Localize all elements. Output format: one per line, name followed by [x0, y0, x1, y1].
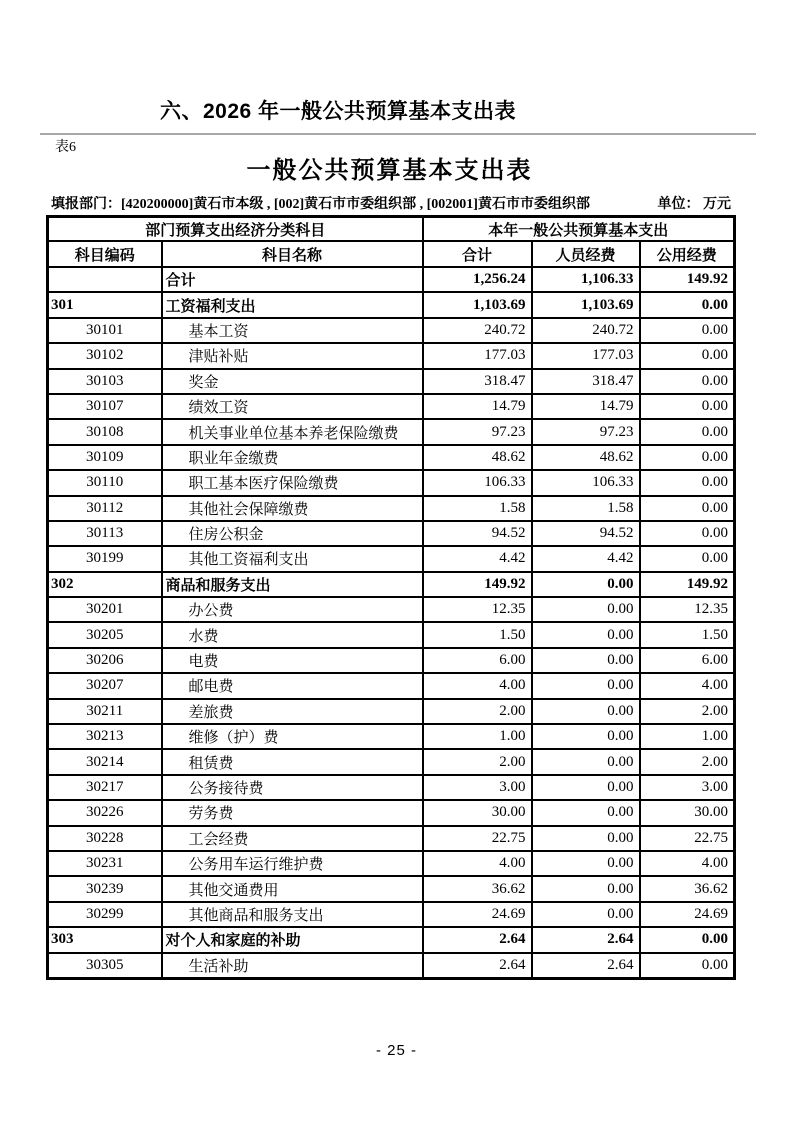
cell-personnel: 0.00 [532, 648, 640, 673]
table-row [48, 597, 735, 622]
header-group-right: 本年一般公共预算基本支出 [423, 217, 735, 242]
cell-personnel: 2.64 [532, 953, 640, 979]
table-row [48, 318, 735, 343]
cell-public: 0.00 [640, 521, 735, 546]
cell-personnel: 2.64 [532, 927, 640, 952]
cell-total: 12.35 [423, 597, 532, 622]
cell-name: 机关事业单位基本养老保险缴费 [162, 419, 423, 444]
cell-name: 差旅费 [162, 699, 423, 724]
dept-line [51, 196, 731, 213]
cell-name: 奖金 [162, 369, 423, 394]
cell-name: 生活补助 [162, 953, 423, 979]
cell-code: 30231 [48, 851, 162, 876]
cell-code: 30110 [48, 470, 162, 495]
col-header-public: 公用经费 [640, 241, 735, 267]
cell-name: 基本工资 [162, 318, 423, 343]
header-group-row [48, 217, 735, 242]
cell-total: 24.69 [423, 902, 532, 927]
cell-name: 公务接待费 [162, 775, 423, 800]
table-row [48, 724, 735, 749]
cell-total: 240.72 [423, 318, 532, 343]
cell-personnel: 0.00 [532, 622, 640, 647]
cell-personnel: 177.03 [532, 343, 640, 368]
table-row [48, 851, 735, 876]
cell-personnel: 0.00 [532, 826, 640, 851]
table-row [48, 673, 735, 698]
cell-name: 其他交通费用 [162, 876, 423, 901]
cell-personnel: 240.72 [532, 318, 640, 343]
cell-personnel: 0.00 [532, 902, 640, 927]
cell-code: 30101 [48, 318, 162, 343]
cell-total: 22.75 [423, 826, 532, 851]
cell-public: 0.00 [640, 546, 735, 571]
cell-public: 12.35 [640, 597, 735, 622]
cell-code [48, 267, 162, 292]
cell-name: 维修（护）费 [162, 724, 423, 749]
cell-name: 工会经费 [162, 826, 423, 851]
col-header-code: 科目编码 [48, 241, 162, 267]
table-row [48, 826, 735, 851]
table-row [48, 572, 735, 597]
col-header-personnel: 人员经费 [532, 241, 640, 267]
cell-personnel: 0.00 [532, 572, 640, 597]
table-header [48, 217, 735, 268]
col-header-total: 合计 [423, 241, 532, 267]
cell-personnel: 0.00 [532, 699, 640, 724]
cell-name: 住房公积金 [162, 521, 423, 546]
cell-total: 4.42 [423, 546, 532, 571]
cell-total: 1.50 [423, 622, 532, 647]
dept-value: [420200000]黄石市本级 , [002]黄石市市委组织部 , [002001]黄石市市委组织部 [121, 197, 590, 212]
cell-public: 4.00 [640, 673, 735, 698]
cell-code: 302 [48, 572, 162, 597]
cell-code: 30205 [48, 622, 162, 647]
cell-public: 0.00 [640, 445, 735, 470]
cell-total: 1,256.24 [423, 267, 532, 292]
cell-personnel: 0.00 [532, 749, 640, 774]
cell-name: 办公费 [162, 597, 423, 622]
cell-total: 94.52 [423, 521, 532, 546]
cell-personnel: 4.42 [532, 546, 640, 571]
cell-name: 邮电费 [162, 673, 423, 698]
cell-personnel: 97.23 [532, 419, 640, 444]
cell-code: 30228 [48, 826, 162, 851]
col-header-name: 科目名称 [162, 241, 423, 267]
cell-code: 303 [48, 927, 162, 952]
cell-public: 6.00 [640, 648, 735, 673]
cell-code: 30102 [48, 343, 162, 368]
table-row [48, 521, 735, 546]
cell-public: 30.00 [640, 800, 735, 825]
cell-personnel: 1,103.69 [532, 292, 640, 317]
cell-public: 0.00 [640, 927, 735, 952]
divider-rule [40, 133, 756, 135]
cell-total: 318.47 [423, 369, 532, 394]
cell-name: 合计 [162, 267, 423, 292]
unit-label: 单位： 万元 [657, 197, 731, 212]
cell-code: 30201 [48, 597, 162, 622]
cell-personnel: 14.79 [532, 394, 640, 419]
cell-total: 4.00 [423, 851, 532, 876]
cell-total: 1.58 [423, 496, 532, 521]
cell-public: 36.62 [640, 876, 735, 901]
cell-total: 3.00 [423, 775, 532, 800]
cell-code: 30211 [48, 699, 162, 724]
cell-name: 商品和服务支出 [162, 572, 423, 597]
cell-name: 职工基本医疗保险缴费 [162, 470, 423, 495]
cell-public: 4.00 [640, 851, 735, 876]
section-heading: 六、2026 年一般公共预算基本支出表 [160, 100, 517, 123]
cell-name: 租赁费 [162, 749, 423, 774]
cell-name: 津贴补贴 [162, 343, 423, 368]
cell-total: 6.00 [423, 648, 532, 673]
cell-code: 30239 [48, 876, 162, 901]
table-row [48, 775, 735, 800]
cell-public: 0.00 [640, 343, 735, 368]
cell-code: 30226 [48, 800, 162, 825]
cell-code: 30108 [48, 419, 162, 444]
table-row [48, 394, 735, 419]
table-row [48, 953, 735, 979]
cell-personnel: 48.62 [532, 445, 640, 470]
cell-name: 电费 [162, 648, 423, 673]
cell-code: 301 [48, 292, 162, 317]
cell-code: 30217 [48, 775, 162, 800]
cell-personnel: 0.00 [532, 851, 640, 876]
cell-name: 公务用车运行维护费 [162, 851, 423, 876]
table-row [48, 546, 735, 571]
table-title: 一般公共预算基本支出表 [246, 157, 533, 184]
cell-public: 149.92 [640, 572, 735, 597]
table-row [48, 800, 735, 825]
cell-code: 30207 [48, 673, 162, 698]
cell-total: 1.00 [423, 724, 532, 749]
cell-total: 177.03 [423, 343, 532, 368]
table-row [48, 496, 735, 521]
cell-name: 工资福利支出 [162, 292, 423, 317]
table-row [48, 292, 735, 317]
cell-personnel: 0.00 [532, 775, 640, 800]
table-row [48, 876, 735, 901]
cell-total: 149.92 [423, 572, 532, 597]
cell-personnel: 0.00 [532, 724, 640, 749]
table-row [48, 902, 735, 927]
cell-code: 30199 [48, 546, 162, 571]
cell-public: 0.00 [640, 470, 735, 495]
cell-name: 绩效工资 [162, 394, 423, 419]
cell-public: 2.00 [640, 699, 735, 724]
cell-personnel: 0.00 [532, 673, 640, 698]
cell-personnel: 94.52 [532, 521, 640, 546]
table-row [48, 445, 735, 470]
cell-code: 30299 [48, 902, 162, 927]
cell-public: 0.00 [640, 292, 735, 317]
cell-total: 48.62 [423, 445, 532, 470]
table-row [48, 470, 735, 495]
cell-code: 30305 [48, 953, 162, 979]
cell-public: 0.00 [640, 369, 735, 394]
cell-code: 30103 [48, 369, 162, 394]
cell-public: 149.92 [640, 267, 735, 292]
cell-personnel: 1.58 [532, 496, 640, 521]
dept-label: 填报部门： [51, 197, 121, 212]
cell-personnel: 106.33 [532, 470, 640, 495]
cell-public: 1.00 [640, 724, 735, 749]
cell-public: 0.00 [640, 318, 735, 343]
cell-code: 30113 [48, 521, 162, 546]
table-body [48, 267, 735, 978]
cell-code: 30206 [48, 648, 162, 673]
cell-code: 30107 [48, 394, 162, 419]
cell-public: 0.00 [640, 496, 735, 521]
budget-table [46, 215, 736, 980]
dept-info [51, 196, 590, 213]
cell-name: 对个人和家庭的补助 [162, 927, 423, 952]
page-number: - 25 - [375, 1042, 417, 1059]
cell-total: 2.64 [423, 953, 532, 979]
cell-name: 其他商品和服务支出 [162, 902, 423, 927]
cell-public: 0.00 [640, 394, 735, 419]
cell-personnel: 0.00 [532, 876, 640, 901]
cell-name: 水费 [162, 622, 423, 647]
cell-public: 0.00 [640, 953, 735, 979]
cell-name: 其他社会保障缴费 [162, 496, 423, 521]
cell-total: 2.00 [423, 699, 532, 724]
cell-total: 97.23 [423, 419, 532, 444]
cell-total: 2.64 [423, 927, 532, 952]
table-row [48, 927, 735, 952]
cell-personnel: 0.00 [532, 800, 640, 825]
cell-personnel: 318.47 [532, 369, 640, 394]
cell-public: 1.50 [640, 622, 735, 647]
table-row [48, 749, 735, 774]
cell-code: 30214 [48, 749, 162, 774]
cell-name: 劳务费 [162, 800, 423, 825]
cell-public: 24.69 [640, 902, 735, 927]
cell-total: 4.00 [423, 673, 532, 698]
cell-name: 职业年金缴费 [162, 445, 423, 470]
header-cols-row [48, 241, 735, 267]
cell-total: 36.62 [423, 876, 532, 901]
table-row [48, 369, 735, 394]
cell-total: 106.33 [423, 470, 532, 495]
cell-total: 14.79 [423, 394, 532, 419]
cell-code: 30112 [48, 496, 162, 521]
table-row [48, 648, 735, 673]
cell-code: 30213 [48, 724, 162, 749]
cell-name: 其他工资福利支出 [162, 546, 423, 571]
table-label: 表6 [55, 140, 76, 155]
cell-public: 22.75 [640, 826, 735, 851]
cell-personnel: 0.00 [532, 597, 640, 622]
cell-public: 2.00 [640, 749, 735, 774]
cell-code: 30109 [48, 445, 162, 470]
cell-total: 30.00 [423, 800, 532, 825]
cell-total: 2.00 [423, 749, 532, 774]
cell-public: 0.00 [640, 419, 735, 444]
table-row [48, 343, 735, 368]
cell-public: 3.00 [640, 775, 735, 800]
header-group-left: 部门预算支出经济分类科目 [48, 217, 423, 242]
table-row [48, 419, 735, 444]
table-row [48, 267, 735, 292]
cell-personnel: 1,106.33 [532, 267, 640, 292]
cell-total: 1,103.69 [423, 292, 532, 317]
table-row [48, 622, 735, 647]
table-row [48, 699, 735, 724]
